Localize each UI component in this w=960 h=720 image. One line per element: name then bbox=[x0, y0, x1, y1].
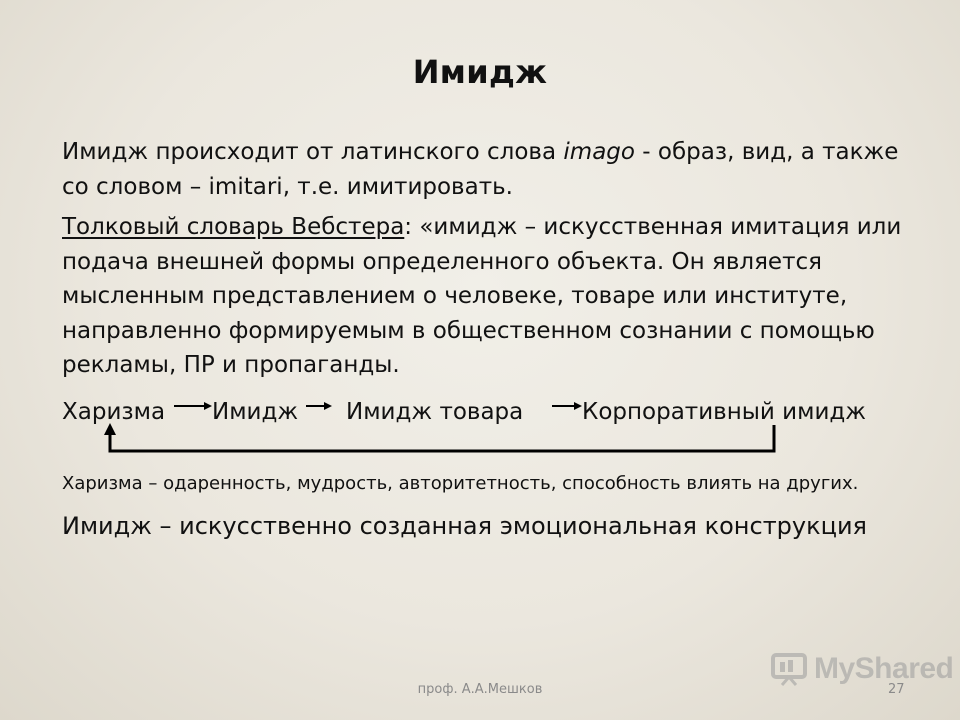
image-flow-diagram bbox=[62, 389, 932, 469]
dictionary-reference: Толковый словарь Вебстера bbox=[62, 214, 405, 240]
image-definition: Имидж – искусственно созданная эмоциональная конструкция bbox=[62, 511, 867, 540]
flow-item-corporate-image: Корпоративный имидж bbox=[582, 398, 867, 425]
slide-title: Имидж bbox=[412, 53, 548, 91]
etymology-italic-term: imago bbox=[563, 139, 635, 165]
page-number: 27 bbox=[888, 682, 905, 697]
presentation-board-icon bbox=[770, 652, 808, 686]
myshared-logo bbox=[770, 652, 953, 686]
paragraph-etymology bbox=[62, 135, 932, 204]
etymology-text-start: Имидж происходит от латинского слова bbox=[62, 139, 564, 165]
flow-item-charisma: Харизма bbox=[62, 398, 166, 425]
paragraph-definition bbox=[62, 210, 932, 383]
flow-item-product-image: Имидж товара bbox=[346, 398, 524, 425]
etymology-text-end: - образ, вид, а также со словом – imitari, т.е. имитировать. bbox=[62, 139, 899, 200]
charisma-definition: Харизма – одаренность, мудрость, авторитетность, способность влиять на других. bbox=[62, 472, 859, 494]
slide-content bbox=[62, 135, 932, 543]
watermark-text: MyShared bbox=[814, 652, 954, 685]
flow-item-image: Имидж bbox=[212, 398, 299, 425]
definition-text: : «имидж – искусственная имитация или подача внешней формы определенного объекта. Он является мысленным представлением о человеке, товаре или институте, направленно формируемым в общественном сознании с помощью рекламы, ПР и пропаганды. bbox=[62, 214, 902, 378]
footer-author: проф. А.А.Мешков bbox=[417, 682, 543, 697]
